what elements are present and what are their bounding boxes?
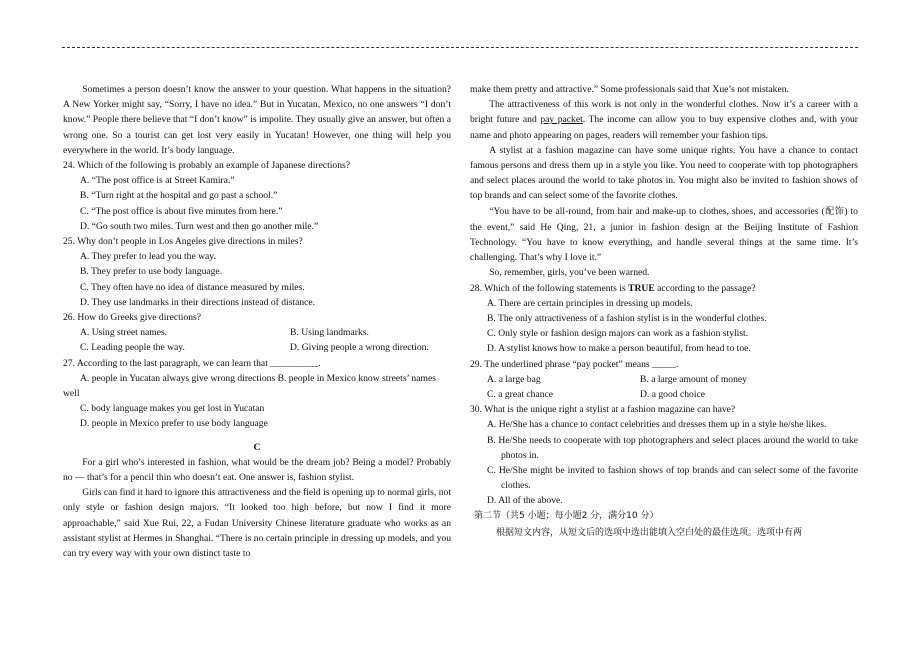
section-c-heading: C [253, 441, 261, 453]
passage-c-paragraph-4: A stylist at a fashion magazine can have some unique rights. You have a chance to contact famous persons and dress them up in a style you like. You need to cooperate with top photographers and select places around the world to take photos in. You might also be invited to fashion shows of top brands and can select some of the favorite clothes. [470, 144, 858, 202]
option-30a: A. He/She has a chance to contact celebrities and dresses them up in a style he/she likes. [487, 419, 827, 431]
option-24d: D. “Go south two miles. Turn west and then go another mile.” [80, 220, 319, 232]
section-2-heading: 第二节（共5 小题；每小题2 分，满分10 分） [474, 510, 659, 521]
question-29: 29. The underlined phrase “pay pocket” means _____. [470, 358, 679, 370]
question-26: 26. How do Greeks give directions? [63, 312, 202, 324]
option-27ab: A. people in Yucatan always give wrong directions B. people in Mexico know streets’ names well [63, 372, 436, 400]
option-26c: C. Leading people the way. [80, 342, 185, 354]
options-26cd [63, 340, 451, 355]
question-25: 25. Why don’t people in Los Angeles give directions in miles? [63, 236, 303, 248]
option-29a: A. a large bag [487, 373, 541, 385]
option-27d: D. people in Mexico prefer to use body language [80, 418, 268, 430]
option-27c: C. body language makes you get lost in Yucatan [80, 403, 265, 415]
option-26d: D. Giving people a wrong direction. [290, 342, 429, 354]
option-30c: C. He/She might be invited to fashion shows of top brands and can select some of the favorite clothes. [487, 465, 858, 492]
option-26b: B. Using landmarks. [290, 327, 369, 339]
right-column [470, 82, 858, 541]
option-29d: D. a good choice [640, 389, 706, 401]
passage-c-paragraph-1: For a girl who’s interested in fashion, what would be the dream job? Being a model? Probably no — that’s for a pencil thin who doesn’t eat. One answer is, fashion stylist. [63, 456, 451, 484]
option-29c: C. a great chance [487, 389, 554, 401]
option-25d: D. They use landmarks in their directions instead of distance. [80, 296, 316, 308]
passage-c-paragraph-6: So, remember, girls, you’ve been warned. [489, 267, 650, 279]
question-30: 30. What is the unique right a stylist at a fashion magazine can have? [470, 404, 736, 416]
left-column [63, 82, 451, 561]
option-28a: A. There are certain principles in dressing up models. [487, 297, 693, 309]
option-28d: D. A stylist knows how to make a person beautiful, from head to toe. [487, 343, 751, 355]
options-29ab [470, 372, 858, 387]
question-24: 24. Which of the following is probably an example of Japanese directions? [63, 160, 351, 172]
section-2-instructions: 根据短文内容，从短文后的选项中选出能填入空白处的最佳选项。选项中有两 [496, 527, 803, 538]
option-28b: B. The only attractiveness of a fashion stylist is in the wonderful clothes. [487, 313, 767, 325]
option-24a: A. “The post office is at Street Kamira.” [80, 175, 235, 187]
passage-c-paragraph-5: “You have to be all-round, from hair and make-up to clothes, shoes, and accessories (配饰) to the event,” said He Qing, 21, a junior in fashion design at the Beijing Institute of Fashion Technology. “You have to know everything, and handle several things at the same time. It’s challenging. That’s why I love it.” [470, 205, 858, 264]
question-28: 28. Which of the following statements is TRUE according to the passage? [470, 282, 756, 294]
header-rule [62, 47, 858, 48]
option-25b: B. They prefer to use body language. [80, 266, 223, 278]
passage-paragraph: Sometimes a person doesn’t know the answer to your question. What happens in the situation? A New Yorker might say, “Sorry, I have no idea.” But in Yucatan, Mexico, no one answers “I don’t know.” People there believe that “I don’t know” is impolite. They usually give an answer, but often a wrong one. So a tourist can get lost very easily in Yucatan! However, one thing will help you everywhere in the world. It’s body language. [63, 84, 451, 156]
passage-c-paragraph-3: The attractiveness of this work is not only in the wonderful clothes. Now it’s a career with a bright future and pay packet. The income can allow you to buy expensive clothes and, with your name and photo appearing on pages, readers will remember your fashion tips. [470, 99, 858, 141]
option-25a: A. They prefer to lead you the way. [80, 251, 216, 263]
option-29b: B. a large amount of money [640, 373, 747, 385]
option-28c: C. Only style or fashion design majors can work as a fashion stylist. [487, 328, 749, 340]
option-26a: A. Using street names. [80, 327, 168, 339]
question-27: 27. According to the last paragraph, we can learn that __________. [63, 357, 321, 369]
option-24b: B. “Turn right at the hospital and go past a school.” [80, 190, 278, 202]
options-26ab [63, 325, 451, 340]
passage-c-paragraph-2: Girls can find it hard to ignore this attractiveness and the field is opening up to normal girls, not only style or fashion design majors. “It looked too high before, but now I find it more approachable,” said Xue Rui, 22, a Fudan University Chinese literature graduate who works as an assistant stylist at Hermes in Shanghai. “There is no certain principle in dressing up models, and you can try every way with your own distinct taste to [63, 487, 451, 560]
option-25c: C. They often have no idea of distance measured by miles. [80, 281, 305, 293]
underlined-phrase: pay packet [540, 114, 583, 126]
option-30d: D. All of the above. [487, 495, 563, 507]
passage-c-continuation: make them pretty and attractive.” Some professionals said that Xue’s not mistaken. [470, 84, 789, 95]
option-30b: B. He/She needs to cooperate with top photographers and select places around the world to take photos in. [487, 434, 858, 461]
options-29cd [470, 387, 858, 402]
option-24c: C. “The post office is about five minutes from here.” [80, 205, 283, 217]
